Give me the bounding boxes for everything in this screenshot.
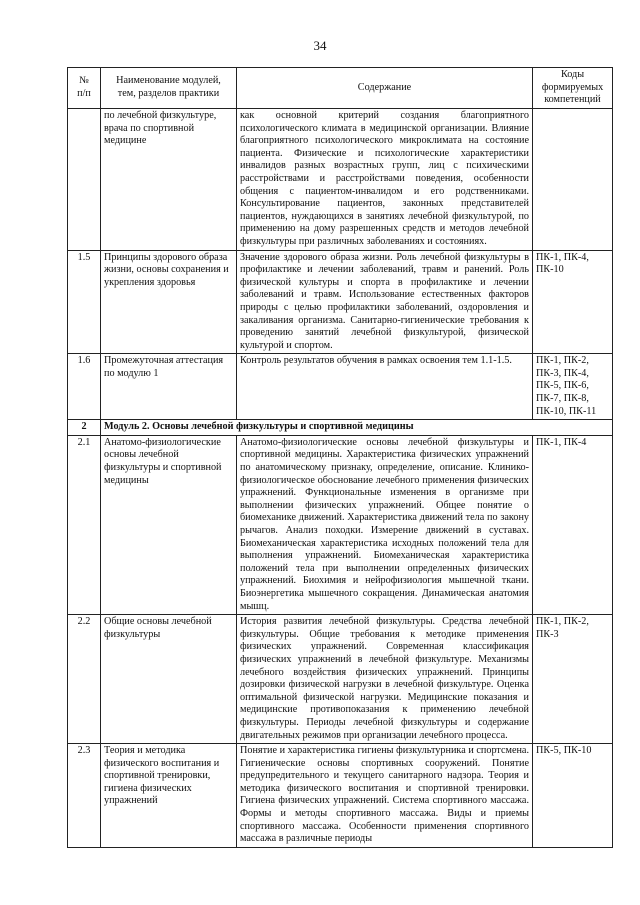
header-content-text: Содержание — [357, 81, 412, 93]
row-content: Понятие и характеристика гигиены физкультурника и спортсмена. Гигиенические основы спортивных сооружений. Понятие предупредительного и текущего санитарного надзора. Теория и методика физического воспитания и спортивной тренировки. Гигиена физических упражнений. Система спортивного массажа. Формы и методы спортивного массажа. Виды и приемы спортивного массажа. Особенности применения спортивного массажа в различные периоды — [237, 744, 533, 848]
row-competency-codes: ПК-1, ПК-2, ПК-3, ПК-4, ПК-5, ПК-6, ПК-7, ПК-8, ПК-10, ПК-11 — [533, 354, 613, 420]
header-module-name-text: Наименование модулей, тем, разделов практики — [116, 75, 221, 99]
row-content: Значение здорового образа жизни. Роль лечебной физкультуры в профилактике и лечении заболеваний, травм и ранений. Роль физической культуры и спорта в профилактике и лечении заболеваний и травм. Использование естественных факторов природы с целью профилактики заболеваний, оздоровления и закаливания организма. Санитарно-гигиенические требования к проведению занятий лечебной физкультурой, физической культурой и спортом. — [237, 250, 533, 354]
table-row — [68, 615, 613, 744]
row-competency-codes: ПК-5, ПК-10 — [533, 744, 613, 848]
row-number: 2.1 — [68, 435, 101, 614]
header-number-text: № п/п — [77, 75, 91, 99]
header-number — [68, 68, 101, 109]
row-content: Анатомо-физиологические основы лечебной физкультуры и спортивной медицины. Характеристика физических упражнений по анатомическому признаку, определение, описание. Клинико-физиологическое обоснование лечебного применения физических упражнений. Функциональные изменения в организме при выполнении физических упражнений. Общее понятие о биомеханике движений. Характеристика движений тела по закону рычагов. Анализ походки. Измерение движений в суставах. Биомеханическая характеристика исходных положений тела для выполнения упражнений. Биомеханическая характеристика положений тела при выполнении определенных физических упражнений. Биохимия и нейрофизиология мышечной ткани. Биоэнергетика мышечного сокращения. Динамическая анатомия мышц. — [237, 435, 533, 614]
row-competency-codes — [533, 109, 613, 251]
row-number: 1.5 — [68, 250, 101, 354]
curriculum-table — [67, 67, 613, 848]
header-competency-codes-text: Коды формируемых компетенций — [541, 69, 604, 106]
row-module-name: Анатомо-физиологические основы лечебной физкультуры и спортивной медицины — [101, 435, 237, 614]
row-module-name: Принципы здорового образа жизни, основы сохранения и укрепления здоровья — [101, 250, 237, 354]
header-content — [237, 68, 533, 109]
header-competency-codes — [533, 68, 613, 109]
row-module-name: Промежуточная аттестация по модулю 1 — [101, 354, 237, 420]
table-row — [68, 109, 613, 251]
page-number: 34 — [313, 38, 327, 53]
table-row — [68, 435, 613, 614]
table-row — [68, 354, 613, 420]
row-competency-codes: ПК-1, ПК-2, ПК-3 — [533, 615, 613, 744]
row-module-name: Общие основы лечебной физкультуры — [101, 615, 237, 744]
module-number: 2 — [68, 420, 101, 436]
row-number — [68, 109, 101, 251]
row-competency-codes: ПК-1, ПК-4, ПК-10 — [533, 250, 613, 354]
module-title: Модуль 2. Основы лечебной физкультуры и спортивной медицины — [101, 420, 613, 436]
table-row — [68, 250, 613, 354]
module-header-row — [68, 420, 613, 436]
row-content: История развития лечебной физкультуры. Средства лечебной физкультуры. Общие требования к методике применения физических упражнений. Современная классификация физических упражнений в лечебной физкультуре. Механизмы лечебного воздействия физических упражнений. Принципы дозировки физической нагрузки в лечебной физкультуре. Оценка оптимальной физической нагрузки. Медицинские показания и медицинские противопоказания к применению лечебной физкультуры. Периоды лечебной физкультуры и содержание двигательных режимов при организации лечебного процесса. — [237, 615, 533, 744]
header-module-name — [101, 68, 237, 109]
row-number: 1.6 — [68, 354, 101, 420]
table-header-row — [68, 68, 613, 109]
row-competency-codes: ПК-1, ПК-4 — [533, 435, 613, 614]
row-number: 2.2 — [68, 615, 101, 744]
row-module-name: Теория и методика физического воспитания и спортивной тренировки, гигиена физических упражнений — [101, 744, 237, 848]
row-number: 2.3 — [68, 744, 101, 848]
table-row — [68, 744, 613, 848]
row-content: Контроль результатов обучения в рамках освоения тем 1.1-1.5. — [237, 354, 533, 420]
row-content: как основной критерий создания благоприятного психологического климата в медицинской организации. Влияние благоприятного психологического микроклимата на состояние пациента. Физические и психологические характеристики инвалидов разных возрастных групп, лиц с психическими расстройствами и расстройствами поведения, особенности общения с пациентом-инвалидом и его родственниками. Консультирование пациентов, законных представителей пациентов, нуждающихся в занятиях лечебной физкультурой, по применению на дому разрешенных средств и методов лечебной физкультуры при различных заболеваниях и состояниях. — [237, 109, 533, 251]
row-module-name: по лечебной физкультуре, врача по спортивной медицине — [101, 109, 237, 251]
